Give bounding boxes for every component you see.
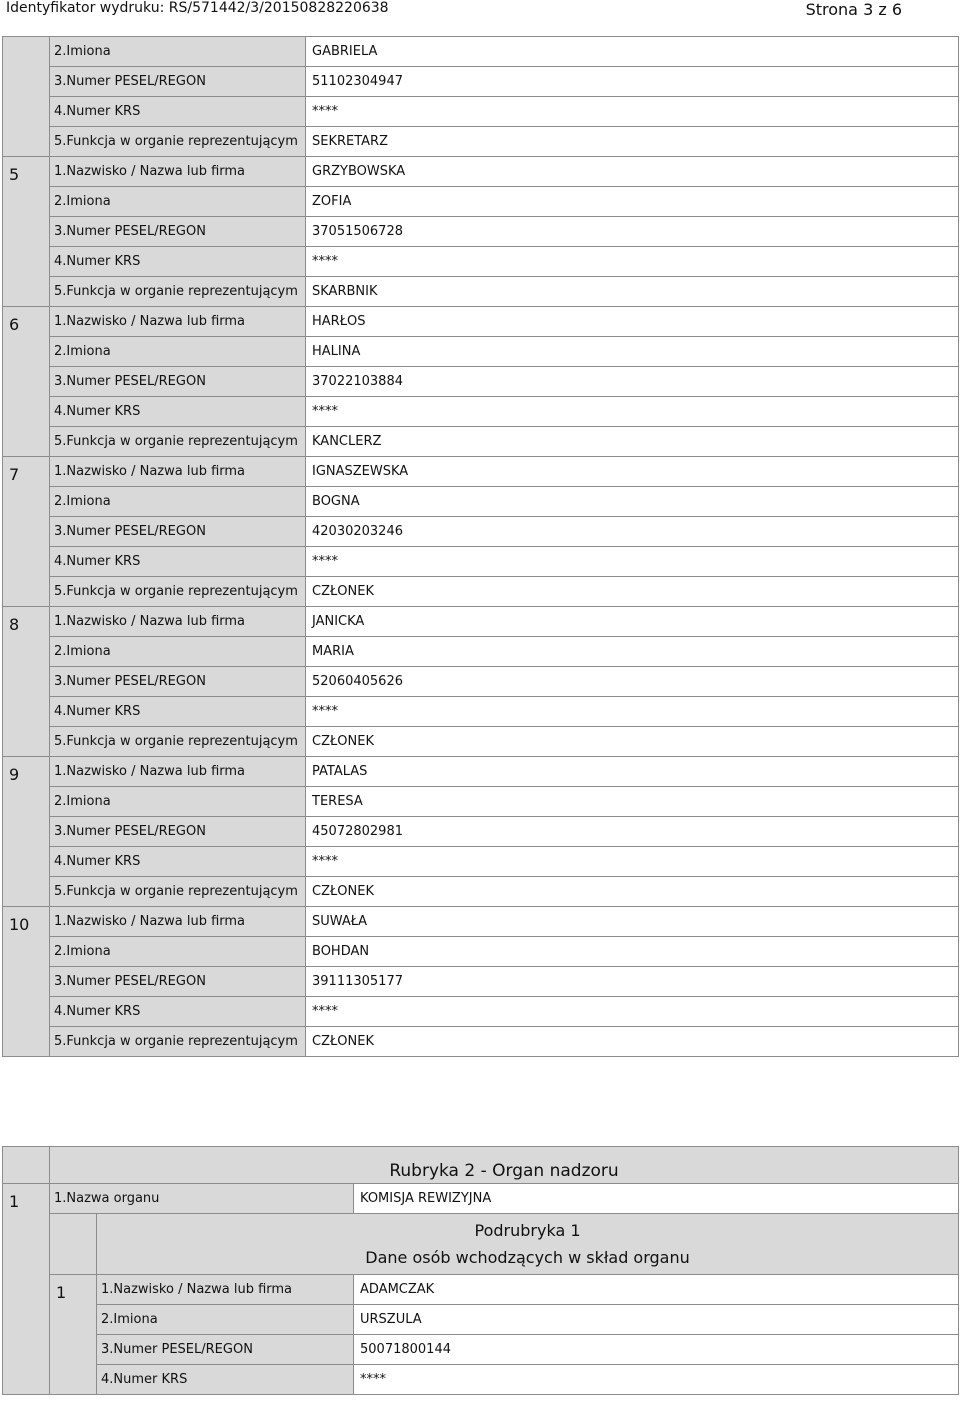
- value-pesel: 45072802981: [306, 817, 959, 847]
- value-function: KANCLERZ: [306, 427, 959, 457]
- value-krs: ****: [306, 247, 959, 277]
- table-row: [3, 1147, 959, 1184]
- label-name: 1.Nazwisko / Nazwa lub firma: [50, 607, 306, 637]
- label-name: 1.Nazwisko / Nazwa lub firma: [97, 1275, 354, 1305]
- person-number: 9: [3, 757, 50, 907]
- label-function: 5.Funkcja w organie reprezentującym: [50, 577, 306, 607]
- table-row: [3, 217, 959, 247]
- value-first-names: BOHDAN: [306, 937, 959, 967]
- label-krs: 4.Numer KRS: [50, 547, 306, 577]
- table-row: [3, 127, 959, 157]
- label-first-names: 2.Imiona: [50, 337, 306, 367]
- table-row: [3, 697, 959, 727]
- label-function: 5.Funkcja w organie reprezentującym: [50, 277, 306, 307]
- label-name: 1.Nazwisko / Nazwa lub firma: [50, 307, 306, 337]
- section-title: Rubryka 2 - Organ nadzoru: [50, 1147, 959, 1184]
- value-function: SKARBNIK: [306, 277, 959, 307]
- label-first-names: 2.Imiona: [50, 937, 306, 967]
- print-identifier: Identyfikator wydruku: RS/571442/3/20150828220638: [6, 0, 389, 16]
- value-krs: ****: [306, 847, 959, 877]
- label-krs: 4.Numer KRS: [50, 247, 306, 277]
- table-row: [3, 157, 959, 187]
- table-row: [3, 367, 959, 397]
- table-row: [3, 937, 959, 967]
- value-function: SEKRETARZ: [306, 127, 959, 157]
- value-pesel: 52060405626: [306, 667, 959, 697]
- label-pesel: 3.Numer PESEL/REGON: [50, 517, 306, 547]
- table-row: [3, 97, 959, 127]
- label-pesel: 3.Numer PESEL/REGON: [50, 67, 306, 97]
- table-row: [3, 1275, 959, 1305]
- table-row: [3, 307, 959, 337]
- label-name: 1.Nazwisko / Nazwa lub firma: [50, 907, 306, 937]
- label-function: 5.Funkcja w organie reprezentującym: [50, 427, 306, 457]
- value-first-names: MARIA: [306, 637, 959, 667]
- value-pesel: 51102304947: [306, 67, 959, 97]
- value-function: CZŁONEK: [306, 1027, 959, 1057]
- label-function: 5.Funkcja w organie reprezentującym: [50, 127, 306, 157]
- person-number: 10: [3, 907, 50, 1057]
- subsection-title: [97, 1214, 959, 1275]
- label-pesel: 3.Numer PESEL/REGON: [50, 817, 306, 847]
- person-number: 5: [3, 157, 50, 307]
- value-function: CZŁONEK: [306, 727, 959, 757]
- label-pesel: 3.Numer PESEL/REGON: [50, 667, 306, 697]
- table-row: [3, 457, 959, 487]
- page-number: Strona 3 z 6: [805, 0, 902, 19]
- value-krs: ****: [354, 1365, 959, 1395]
- table-row: [3, 577, 959, 607]
- value-first-names: URSZULA: [354, 1305, 959, 1335]
- value-first-names: GABRIELA: [306, 37, 959, 67]
- label-first-names: 2.Imiona: [50, 487, 306, 517]
- label-krs: 4.Numer KRS: [50, 847, 306, 877]
- label-pesel: 3.Numer PESEL/REGON: [50, 967, 306, 997]
- value-name: ADAMCZAK: [354, 1275, 959, 1305]
- label-krs: 4.Numer KRS: [97, 1365, 354, 1395]
- label-organ-name: 1.Nazwa organu: [50, 1184, 354, 1214]
- label-krs: 4.Numer KRS: [50, 397, 306, 427]
- table-row: [3, 1335, 959, 1365]
- table-row: [3, 277, 959, 307]
- label-function: 5.Funkcja w organie reprezentującym: [50, 1027, 306, 1057]
- value-pesel: 39111305177: [306, 967, 959, 997]
- table-row: [3, 1027, 959, 1057]
- person-number: 7: [3, 457, 50, 607]
- value-name: PATALAS: [306, 757, 959, 787]
- table-row: [3, 817, 959, 847]
- value-name: IGNASZEWSKA: [306, 457, 959, 487]
- value-organ-name: KOMISJA REWIZYJNA: [354, 1184, 959, 1214]
- person-number: 8: [3, 607, 50, 757]
- value-krs: ****: [306, 397, 959, 427]
- label-pesel: 3.Numer PESEL/REGON: [50, 217, 306, 247]
- label-first-names: 2.Imiona: [97, 1305, 354, 1335]
- label-pesel: 3.Numer PESEL/REGON: [50, 367, 306, 397]
- value-first-names: TERESA: [306, 787, 959, 817]
- empty-cell: [3, 1147, 50, 1184]
- table-row: [3, 187, 959, 217]
- label-name: 1.Nazwisko / Nazwa lub firma: [50, 457, 306, 487]
- value-pesel: 37051506728: [306, 217, 959, 247]
- value-name: GRZYBOWSKA: [306, 157, 959, 187]
- table-row: [3, 607, 959, 637]
- table-row: [3, 397, 959, 427]
- member-number: 1: [50, 1275, 97, 1395]
- value-pesel: 37022103884: [306, 367, 959, 397]
- print-header: [0, 0, 960, 20]
- table-row: [3, 547, 959, 577]
- table-row: [3, 37, 959, 67]
- label-first-names: 2.Imiona: [50, 37, 306, 67]
- representation-organ-table: [2, 36, 959, 1057]
- table-row: [3, 787, 959, 817]
- value-pesel: 50071800144: [354, 1335, 959, 1365]
- subsection-title-line-1: Podrubryka 1: [474, 1221, 581, 1240]
- label-pesel: 3.Numer PESEL/REGON: [97, 1335, 354, 1365]
- label-krs: 4.Numer KRS: [50, 97, 306, 127]
- supervisory-organ-table: [2, 1146, 959, 1395]
- value-name: SUWAŁA: [306, 907, 959, 937]
- table-row: [3, 907, 959, 937]
- continuation-cell: [3, 37, 50, 157]
- label-function: 5.Funkcja w organie reprezentującym: [50, 877, 306, 907]
- value-function: CZŁONEK: [306, 877, 959, 907]
- label-name: 1.Nazwisko / Nazwa lub firma: [50, 757, 306, 787]
- label-krs: 4.Numer KRS: [50, 697, 306, 727]
- value-pesel: 42030203246: [306, 517, 959, 547]
- value-krs: ****: [306, 547, 959, 577]
- label-name: 1.Nazwisko / Nazwa lub firma: [50, 157, 306, 187]
- table-row: [3, 847, 959, 877]
- label-first-names: 2.Imiona: [50, 637, 306, 667]
- table-row: [3, 967, 959, 997]
- label-first-names: 2.Imiona: [50, 187, 306, 217]
- table-row: [3, 877, 959, 907]
- value-function: CZŁONEK: [306, 577, 959, 607]
- value-first-names: ZOFIA: [306, 187, 959, 217]
- table-row: [3, 1305, 959, 1335]
- value-first-names: HALINA: [306, 337, 959, 367]
- organ-number: 1: [3, 1184, 50, 1395]
- table-row: [3, 1214, 959, 1275]
- subsection-title-line-2: Dane osób wchodzących w skład organu: [365, 1248, 690, 1267]
- table-row: [3, 427, 959, 457]
- label-first-names: 2.Imiona: [50, 787, 306, 817]
- label-krs: 4.Numer KRS: [50, 997, 306, 1027]
- table-row: [3, 1365, 959, 1395]
- value-first-names: BOGNA: [306, 487, 959, 517]
- empty-cell: [50, 1214, 97, 1275]
- person-number: 6: [3, 307, 50, 457]
- table-row: [3, 247, 959, 277]
- table-row: [3, 637, 959, 667]
- table-row: [3, 67, 959, 97]
- value-krs: ****: [306, 997, 959, 1027]
- table-row: [3, 517, 959, 547]
- table-row: [3, 727, 959, 757]
- table-row: [3, 1184, 959, 1214]
- table-row: [3, 337, 959, 367]
- value-name: JANICKA: [306, 607, 959, 637]
- value-name: HARŁOS: [306, 307, 959, 337]
- table-row: [3, 667, 959, 697]
- value-krs: ****: [306, 97, 959, 127]
- table-row: [3, 997, 959, 1027]
- table-row: [3, 757, 959, 787]
- value-krs: ****: [306, 697, 959, 727]
- label-function: 5.Funkcja w organie reprezentującym: [50, 727, 306, 757]
- table-row: [3, 487, 959, 517]
